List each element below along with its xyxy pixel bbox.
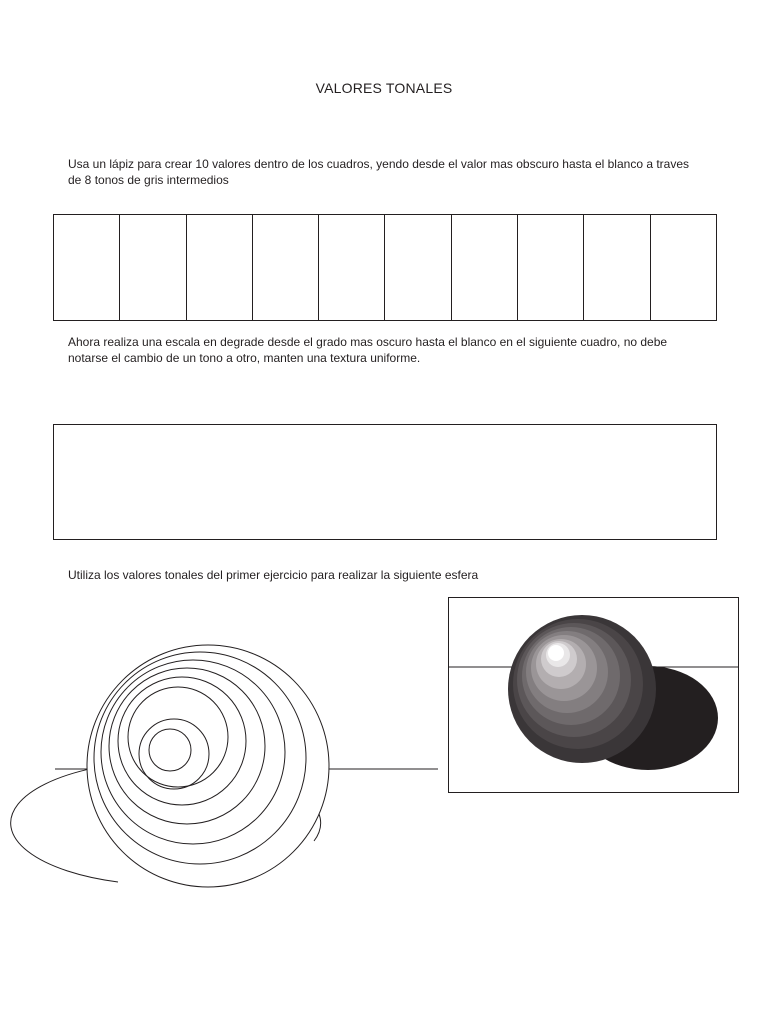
exercise2-instruction-line1: Ahora realiza una escala en degrade desde el grado mas oscuro hasta el blanco en el siguiente cuadro, no debe [68,335,668,349]
sphere-tone-rings [508,615,656,763]
shaded-sphere-reference [448,597,740,795]
exercise1-instruction-line2: de 8 tonos de gris intermedios [68,173,229,187]
tone-ring-10 [548,645,564,661]
exercise3-instruction: Utiliza los valores tonales del primer ejercicio para realizar la siguiente esfera [68,568,479,582]
exercise2-instruction-line2: notarse el cambio de un tono a otro, manten una textura uniforme. [68,351,421,365]
exercise1-instruction-line1: Usa un lápiz para crear 10 valores dentro de los cuadros, yendo desde el valor mas obscuro hasta el blanco a traves [68,157,690,171]
page-title: VALORES TONALES [315,80,453,96]
